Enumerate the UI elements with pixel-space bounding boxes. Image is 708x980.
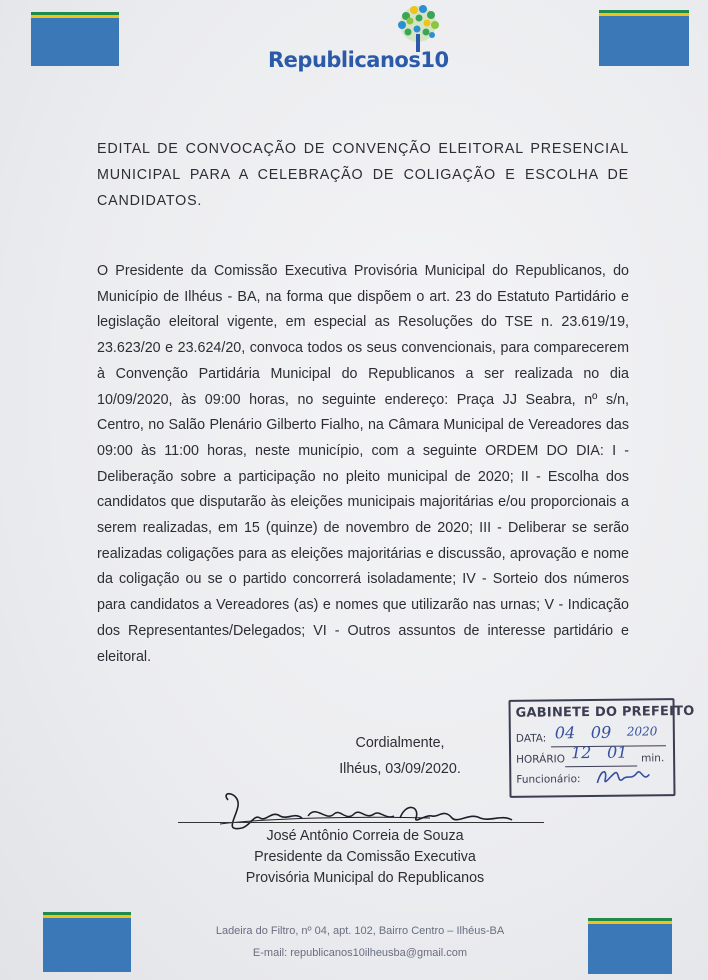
stamp-date-label: DATA:: [515, 732, 547, 745]
place-and-date: Ilhéus, 03/09/2020.: [339, 761, 461, 777]
party-logo: [268, 4, 458, 74]
document-title: EDITAL DE CONVOCAÇÃO DE CONVENÇÃO ELEITORAL PRESENCIAL MUNICIPAL PARA A CELEBRAÇÃO DE COLIGAÇÃO E ESCOLHA DE CANDIDATOS.: [97, 141, 629, 209]
flag-decoration-top-right: [599, 10, 689, 66]
signatory-name: José Antônio Correia de Souza: [266, 828, 464, 844]
flag-decoration-bottom-right: [588, 918, 672, 974]
signature-line: [178, 822, 544, 823]
stamp-time-minute: 01: [606, 742, 628, 762]
signatory-role-line2: Provisória Municipal do Republicanos: [245, 870, 485, 886]
stamp-time-label: HORÁRIO: [516, 753, 566, 766]
closing-block: [300, 730, 500, 782]
logo-wordmark: [268, 48, 449, 72]
flag-decoration-bottom-left: [43, 912, 131, 972]
logo-name: Republicanos: [268, 48, 421, 72]
stamp-date-day: 04: [554, 723, 576, 743]
stamp-date-month: 09: [590, 722, 612, 743]
stamp-clerk-label: Funcionário:: [516, 773, 581, 786]
stamp-date-year: 2020: [626, 724, 658, 739]
signatory-role-line1: Presidente da Comissão Executiva: [254, 849, 476, 865]
logo-number: 10: [420, 48, 449, 72]
receipt-stamp: [508, 698, 695, 798]
stamp-title: GABINETE DO PREFEITO: [515, 703, 695, 721]
clerk-initials-scribble: [593, 764, 653, 791]
footer-address: Ladeira do Filtro, nº 04, apt. 102, Bairro Centro – Ilhéus-BA: [215, 925, 505, 937]
page-footer: [170, 920, 550, 964]
stamp-time-hour: 12: [570, 743, 592, 763]
closing-salutation: Cordialmente,: [355, 735, 445, 751]
footer-email: E-mail: republicanos10ilheusba@gmail.com: [252, 947, 468, 959]
document-body: O Presidente da Comissão Executiva Provisória Municipal do Republicanos, do Município de Ilhéus - BA, na forma que dispõem o art. 23 do Estatuto Partidário e legislação eleitoral vigente, em especial as Resoluções do TSE n. 23.619/19, 23.623/20 e 23.624/20, convoca todos os seus convencionais, para comparecerem à Convenção Partidária Municipal do Republicanos a ser realizada no dia 10/09/2020, às 09:00 horas, no seguinte endereço: Praça JJ Seabra, nº s/n, Centro, no Salão Plenário Gilberto Fialho, na Câmara Municipal de Vereadores das 09:00 às 11:00 horas, neste município, com a seguinte ORDEM DO DIA: I - Deliberação sobre a participação no pleito municipal de 2020; II - Escolha dos candidatos que disputarão às eleições municipais majoritárias e/ou proporcionais a serem realizadas, em 15 (quinze) de novembro de 2020; III - Deliberar se serão realizadas coligações para as eleições majoritárias e discussão, aprovação e nome da coligação ou se o partido concorrerá isoladamente; IV - Sorteio dos números para candidatos a Vereadores (as) e nomes que utilizarão nas urnas; V - Indicação dos Representantes/Delegados; VI - Outros assuntos de interesse partidário e eleitoral.: [97, 263, 629, 665]
signatory-block: [200, 826, 530, 889]
flag-decoration-top-left: [31, 12, 119, 66]
stamp-time-unit: min.: [641, 752, 665, 765]
